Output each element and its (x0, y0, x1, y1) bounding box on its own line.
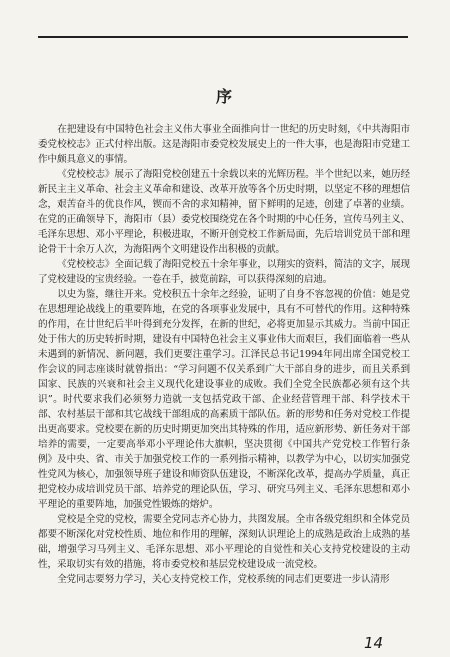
page-title: 序 (215, 87, 234, 106)
paragraph: 在把建设有中国特色社会主义伟大事业全面推向廿一世纪的历史时刻，《中共海阳市委党校校志》正式付梓出版。这是海阳市委党校发展史上的一件大事，也是海阳市党建工作中颇具意义的事情。 (38, 124, 410, 165)
page-number: 14 (364, 634, 384, 652)
preface-body (38, 122, 410, 587)
paragraph: 《党校校志》全面记载了海阳党校五十余年事业，以翔实的资料，简洁的文字，展现了党校建设的宝贵经验。一卷在手，披览前踪，可以获得深刻的启迪。 (38, 259, 410, 285)
paragraph: 以史为鉴，继往开来。党校积五十余年之经验，证明了自身不容忽视的价值：她是党在思想理论战线上的重要阵地，在党的各项事业发展中，具有不可替代的作用。这种特殊的作用，在廿世纪后半叶得到充分发挥，在新的世纪，必将更加显示其威力。当前中国正处于伟大的历史转折时期，建设有中国特色社会主义事业伟大而艰巨，我们面临着一些从未遇到的新情况、新问题，我们更要注重学习。江泽民总书记1994年同出席全国党校工作会议的同志座谈时就曾指出：“学习问题不仅关系到广大干部自身的进步，而且关系到国家、民族的兴衰和社会主义现代化建设事业的成败。我们全党全民族都必须有这个共识”。时代要求我们必须努力造就一支包括党政干部、企业经营管理干部、科学技术干部、农村基层干部和其它战线干部组成的高素质干部队伍。新的形势和任务对党校工作提出更高要求。党校要在新的历史时期更加突出其特殊的作用，适应新形势、新任务对干部培养的需要，一定要高举邓小平理论伟大旗帜，坚决贯彻《中国共产党党校工作暂行条例》及中央、省、市关于加强党校工作的一系列指示精神，以教学为中心，以切实加强党性党风为核心，加强领导班子建设和师资队伍建设，不断深化改革，提高办学质量，真正把党校办成培训党员干部、培养党的理论队伍，学习、研究马列主义、毛泽东思想和邓小平理论的重要阵地，加强党性锻炼的熔炉。 (38, 289, 410, 510)
header-rule (38, 36, 408, 38)
paragraph: 党校是全党的党校，需要全党同志齐心协力，共图发展。全市各级党组织和全体党员都要不断深化对党校性质、地位和作用的理解，深刻认识理论上的成熟是政治上成熟的基础，增强学习马列主义、毛泽东思想、邓小平理论的自觉性和关心支持党校建设的主动性，采取切实有效的措施，将市委党校和基层党校建设成一流党校。 (38, 514, 410, 570)
paragraph: 全党同志要努力学习，关心支持党校工作，党校系统的同志们更要进一步认清形 (57, 574, 390, 585)
paragraph: 《党校校志》展示了海阳党校创建五十余载以来的光辉历程。半个世纪以来，她历经新民主主义革命、社会主义革命和建设、改革开放等各个历史时期，以坚定不移的理想信念，艰苦奋斗的优良作风，锲而不舍的求知精神，留下鲜明的足迹，创建了卓著的业绩。在党的正确领导下，海阳市（县）委党校围绕党在各个时期的中心任务，宣传马列主义、毛泽东思想、邓小平理论，积极进取，不断开创党校工作新局面，先后培训党员干部和理论骨干十余万人次，为海阳两个文明建设作出积极的贡献。 (38, 169, 410, 255)
